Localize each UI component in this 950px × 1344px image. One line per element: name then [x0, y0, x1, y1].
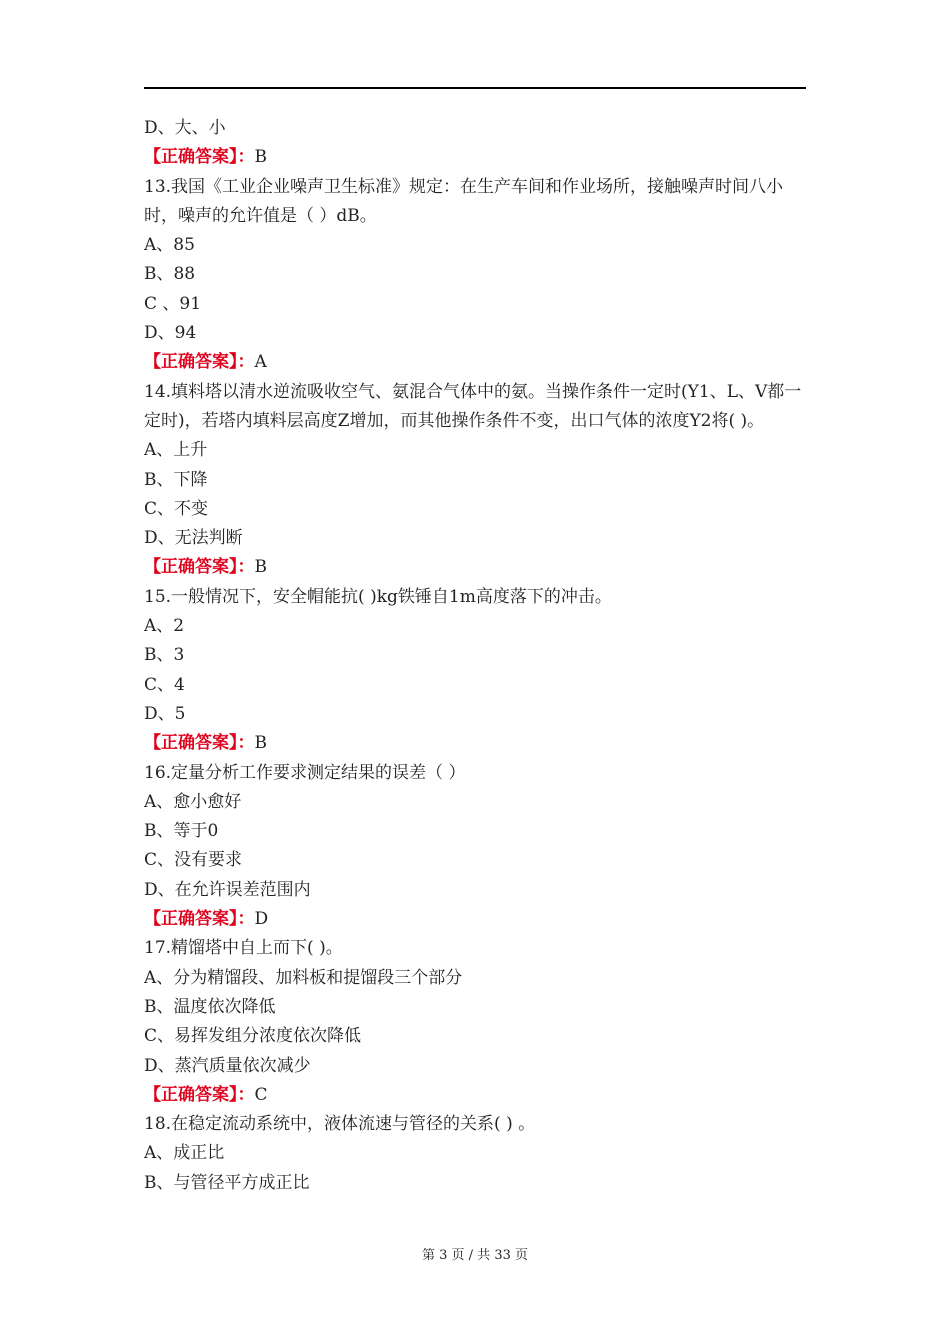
answer-value: A: [254, 352, 267, 373]
answer-label: 【正确答案】：: [144, 557, 255, 578]
option-line: D、无法判断: [144, 528, 243, 549]
option-line: A、2: [144, 616, 185, 637]
option-line: A、85: [144, 235, 195, 256]
answer-label: 【正确答案】：: [144, 1084, 255, 1105]
answer-line: [144, 348, 808, 377]
option-line: B、下降: [144, 469, 208, 490]
option-line: C、没有要求: [144, 850, 243, 871]
question-stem: 18.在稳定流动系统中，液体流速与管径的关系( ) 。: [144, 1114, 536, 1135]
answer-label: 【正确答案】：: [144, 733, 255, 754]
answer-value: B: [254, 557, 267, 578]
option-line: B、与管径平方成正比: [144, 1172, 310, 1193]
option-line: B、3: [144, 645, 185, 666]
option-line: C、易挥发组分浓度依次降低: [144, 1026, 362, 1047]
option-line: D、5: [144, 703, 186, 724]
option-line: B、88: [144, 264, 196, 285]
option-line: A、上升: [144, 440, 208, 461]
answer-label: 【正确答案】：: [144, 909, 255, 930]
answer-line: [144, 143, 808, 172]
page-footer: 第 3 页 / 共 33 页: [422, 1248, 528, 1263]
answer-line: [144, 1081, 808, 1110]
option-line: C、不变: [144, 498, 209, 519]
option-line: D、蒸汽质量依次减少: [144, 1055, 311, 1076]
answer-line: [144, 729, 808, 758]
option-line: B、温度依次降低: [144, 996, 276, 1017]
option-line: B、等于0: [144, 821, 219, 842]
option-line: C、4: [144, 674, 185, 695]
answer-value: D: [254, 909, 269, 930]
option-line: A、愈小愈好: [144, 791, 242, 812]
option-line: D、在允许误差范围内: [144, 879, 311, 900]
answer-value: C: [254, 1084, 268, 1105]
question-stem: 17.精馏塔中自上而下( )。: [144, 938, 343, 959]
answer-line: [144, 553, 808, 582]
answer-label: 【正确答案】：: [144, 147, 255, 168]
page-content: [144, 114, 808, 1198]
question-stem: 15.一般情况下，安全帽能抗( )kg铁锤自1m高度落下的冲击。: [144, 586, 612, 607]
answer-value: B: [254, 733, 267, 754]
option-line: A、成正比: [144, 1143, 225, 1164]
option-line: C 、91: [144, 293, 202, 314]
question-stem: 14.填料塔以清水逆流吸收空气、氨混合气体中的氨。当操作条件一定时(Y1、L、V都一定时)，若塔内填料层高度Z增加，而其他操作条件不变，出口气体的浓度Y2将( )。: [144, 381, 802, 431]
option-line: D、大、小: [144, 118, 226, 138]
option-line: D、94: [144, 323, 197, 344]
answer-line: [144, 905, 808, 934]
question-stem: 13.我国《工业企业噪声卫生标准》规定：在生产车间和作业场所，接触噪声时间八小时，噪声的允许值是（ ）dB。: [144, 176, 784, 226]
question-stem: 16.定量分析工作要求测定结果的误差（ ）: [144, 762, 466, 783]
answer-value: B: [254, 147, 267, 168]
answer-label: 【正确答案】：: [144, 352, 255, 373]
header-rule: [144, 87, 806, 89]
option-line: A、分为精馏段、加料板和提馏段三个部分: [144, 967, 463, 988]
